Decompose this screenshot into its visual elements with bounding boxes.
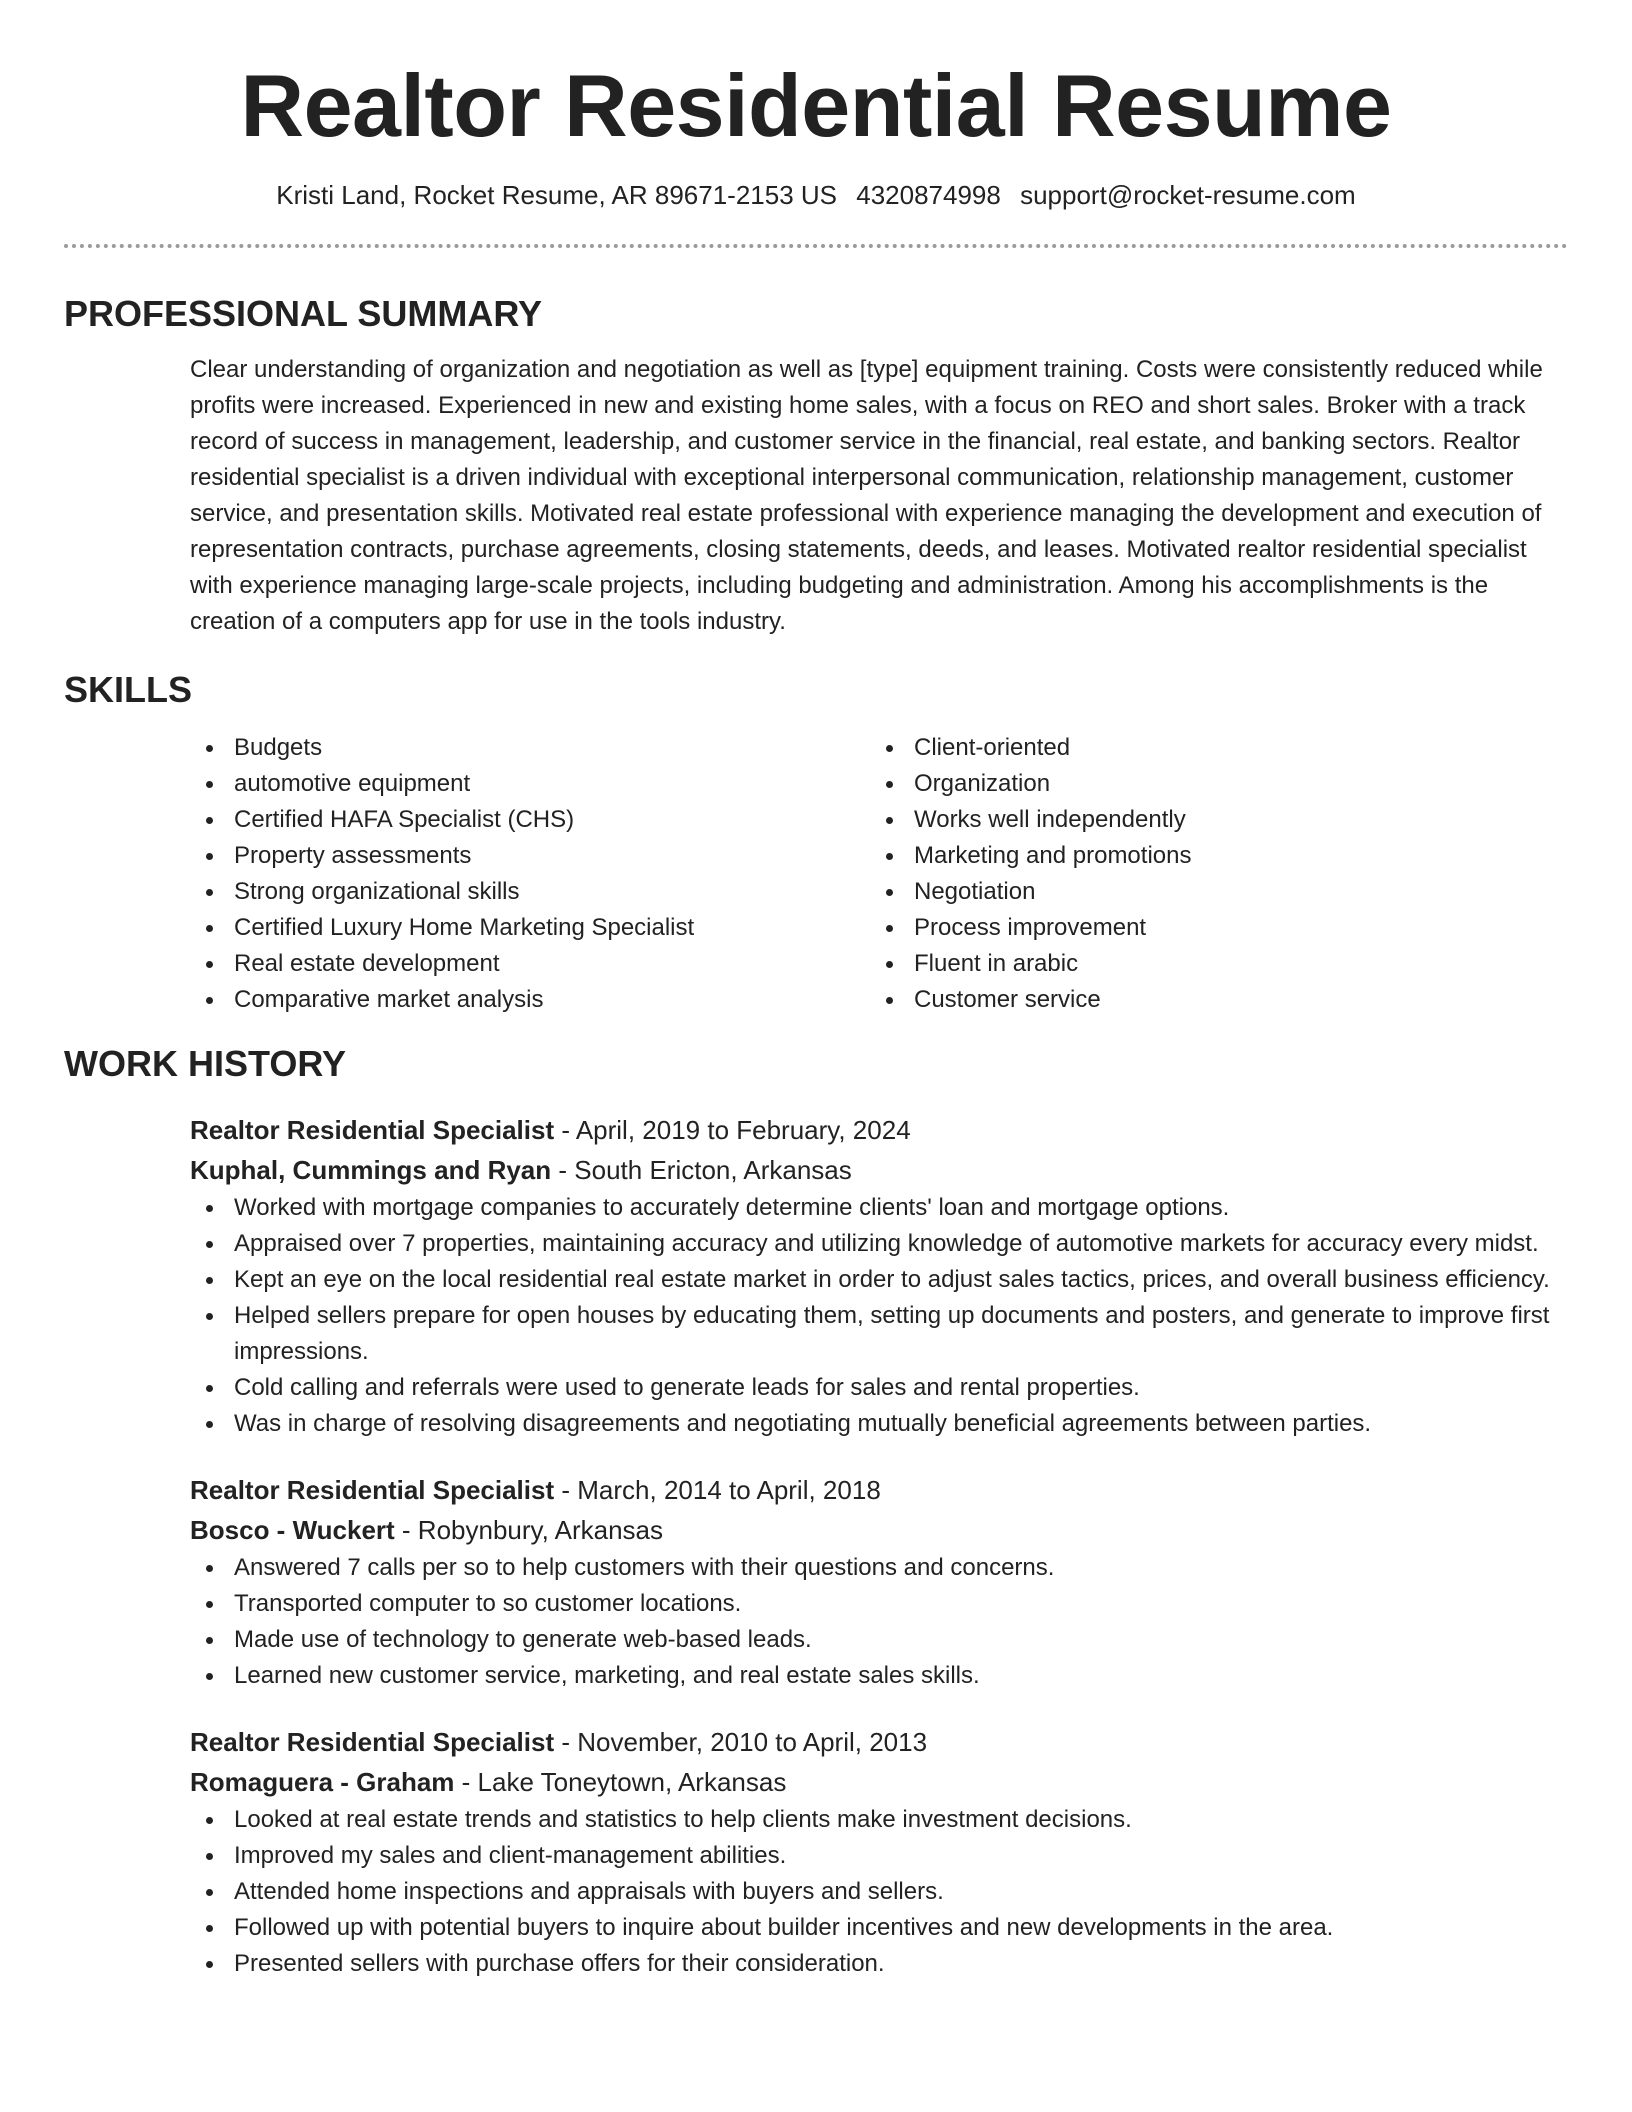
job-duty-item: Transported computer to so customer locations. [190,1586,1568,1622]
skill-item: Real estate development [190,946,870,982]
contact-phone: 4320874998 [856,180,1001,210]
job-duty-item: Helped sellers prepare for open houses by educating them, setting up documents and posters, and generate to improve first impressions. [190,1298,1568,1370]
skill-item: Marketing and promotions [870,838,1550,874]
job-duty-item: Appraised over 7 properties, maintaining accuracy and utilizing knowledge of automotive markets for accuracy every midst. [190,1226,1568,1262]
skill-item: Property assessments [190,838,870,874]
contact-email: support@rocket-resume.com [1020,180,1356,210]
job-duty-item: Kept an eye on the local residential real estate market in order to adjust sales tactics, prices, and overall business efficiency. [190,1262,1568,1298]
job-company-line [190,1510,1568,1550]
job-company-line [190,1150,1568,1190]
skill-item: Negotiation [870,874,1550,910]
contact-line [64,178,1568,212]
job-entry [190,1722,1568,1982]
job-company-line [190,1762,1568,1802]
job-duty-item: Improved my sales and client-management abilities. [190,1838,1568,1874]
job-company: Romaguera - Graham [190,1767,455,1797]
job-dates: - April, 2019 to February, 2024 [561,1115,911,1145]
job-duties [190,1190,1568,1442]
job-duty-item: Looked at real estate trends and statistics to help clients make investment decisions. [190,1802,1568,1838]
job-duties [190,1550,1568,1694]
skills-list [190,730,1568,1018]
skills-heading: SKILLS [64,669,193,710]
contact-address: Kristi Land, Rocket Resume, AR 89671-2153 US [276,180,838,210]
job-title: Realtor Residential Specialist [190,1115,555,1145]
skill-item: Organization [870,766,1550,802]
job-title: Realtor Residential Specialist [190,1475,555,1505]
job-duty-item: Attended home inspections and appraisals with buyers and sellers. [190,1874,1568,1910]
skill-item: Process improvement [870,910,1550,946]
job-company: Kuphal, Cummings and Ryan [190,1155,552,1185]
skill-item: Budgets [190,730,870,766]
header-divider [64,244,1568,248]
job-dates: - November, 2010 to April, 2013 [561,1727,928,1757]
job-duty-item: Worked with mortgage companies to accurately determine clients' loan and mortgage options. [190,1190,1568,1226]
skill-item: Comparative market analysis [190,982,870,1018]
skill-item: Works well independently [870,802,1550,838]
job-duty-item: Presented sellers with purchase offers for their consideration. [190,1946,1568,1982]
skills-column-right [870,730,1550,1018]
job-title-line [190,1722,1568,1762]
skill-item: Client-oriented [870,730,1550,766]
job-title-line [190,1470,1568,1510]
work-history-heading: WORK HISTORY [64,1043,347,1084]
job-duty-item: Made use of technology to generate web-based leads. [190,1622,1568,1658]
job-location: - Lake Toneytown, Arkansas [461,1767,787,1797]
job-entry [190,1470,1568,1694]
summary-text: Clear understanding of organization and negotiation as well as [type] equipment training. Costs were consistently reduced while profits were increased. Experienced in new and existing home sales, with a focus on REO and short sales. Broker with a track record of success in management, leadership, and customer service in the financial, real estate, and banking sectors. Realtor residential specialist is a driven individual with exceptional interpersonal communication, relationship management, customer service, and presentation skills. Motivated real estate professional with experience managing the development and execution of representation contracts, purchase agreements, closing statements, deeds, and leases. Motivated realtor residential specialist with experience managing large-scale projects, including budgeting and administration. Among his accomplishments is the creation of a computers app for use in the tools industry. [190,356,1543,635]
job-entry [190,1110,1568,1442]
job-duty-item: Followed up with potential buyers to inquire about builder incentives and new developments in the area. [190,1910,1568,1946]
job-dates: - March, 2014 to April, 2018 [561,1475,881,1505]
job-duties [190,1802,1568,1982]
resume-page [64,0,1568,1982]
job-location: - South Ericton, Arkansas [558,1155,852,1185]
resume-title: Realtor Residential Resume [240,56,1392,155]
summary-heading: PROFESSIONAL SUMMARY [64,293,543,334]
job-duty-item: Cold calling and referrals were used to generate leads for sales and rental properties. [190,1370,1568,1406]
skill-item: Certified HAFA Specialist (CHS) [190,802,870,838]
job-duty-item: Was in charge of resolving disagreements and negotiating mutually beneficial agreements between parties. [190,1406,1568,1442]
job-title: Realtor Residential Specialist [190,1727,555,1757]
skills-column-left [190,730,870,1018]
job-location: - Robynbury, Arkansas [401,1515,664,1545]
job-title-line [190,1110,1568,1150]
job-duty-item: Answered 7 calls per so to help customers with their questions and concerns. [190,1550,1568,1586]
job-duty-item: Learned new customer service, marketing, and real estate sales skills. [190,1658,1568,1694]
job-company: Bosco - Wuckert [190,1515,395,1545]
work-history-list [190,1110,1568,1982]
skill-item: Customer service [870,982,1550,1018]
skill-item: automotive equipment [190,766,870,802]
skill-item: Strong organizational skills [190,874,870,910]
skill-item: Certified Luxury Home Marketing Specialist [190,910,870,946]
skill-item: Fluent in arabic [870,946,1550,982]
